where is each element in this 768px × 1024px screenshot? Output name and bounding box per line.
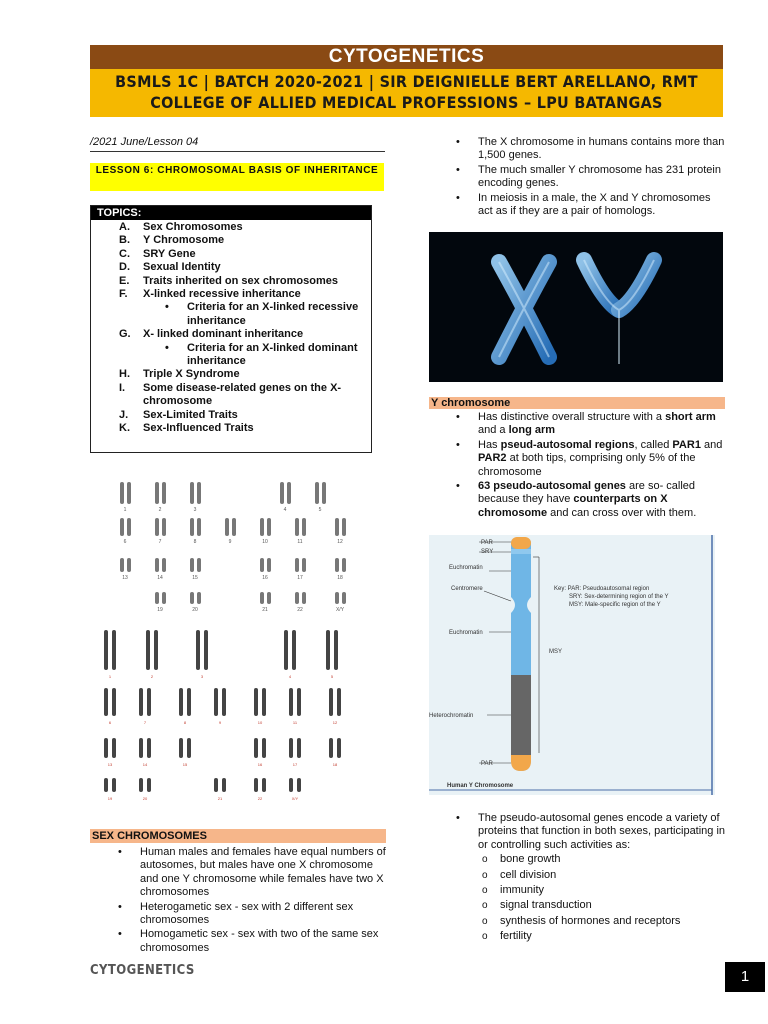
chromosome-shape	[329, 688, 333, 716]
date-rule	[90, 151, 385, 152]
header-title: CYTOGENETICS	[90, 45, 723, 69]
chromosome-shape	[260, 518, 264, 536]
topics-box	[90, 205, 372, 453]
chromosome-shape	[225, 518, 229, 536]
lesson-title: LESSON 6: CHROMOSOMAL BASIS OF INHERITANCE	[90, 163, 384, 191]
diagram-label-par-bottom: PAR	[481, 761, 493, 767]
karyotype-label: 18	[332, 762, 338, 767]
karyotype-label: 18	[337, 575, 343, 581]
chromosome-shape	[112, 778, 116, 792]
karyotype-label: 7	[143, 720, 147, 725]
karyotype-label: 12	[337, 539, 343, 545]
chromosome-shape	[162, 558, 166, 572]
chromosome-shape	[254, 778, 258, 792]
chromosome-shape	[120, 558, 124, 572]
chromosome-shape	[284, 630, 288, 670]
chromosome-shape	[197, 518, 201, 536]
chromosome-shape	[139, 738, 143, 758]
chromosome-shape	[335, 592, 339, 604]
chromosome-shape	[289, 688, 293, 716]
chromosome-shape	[127, 558, 131, 572]
chromosome-shape	[154, 630, 158, 670]
karyotype-label: 17	[292, 762, 298, 767]
karyotype-label: 14	[157, 575, 163, 581]
topic-item: E. Traits inherited on sex chromosomes	[119, 274, 339, 287]
chromosome-shape	[204, 630, 208, 670]
chromosome-shape	[139, 688, 143, 716]
topic-item: H. Triple X Syndrome	[119, 368, 240, 381]
list-item: • In meiosis in a male, the X and Y chromosomes act as if they are a pair of homologs.	[454, 192, 726, 219]
chromosome-shape	[190, 482, 194, 504]
chromosome-shape	[162, 518, 166, 536]
chromosome-shape	[222, 778, 226, 792]
chromosome-shape	[104, 630, 108, 670]
chromosome-shape	[326, 630, 330, 670]
karyotype-label: 21	[262, 607, 268, 613]
chromosome-shape	[127, 482, 131, 504]
chromosome-shape	[289, 738, 293, 758]
list-item: • Has distinctive overall structure with a short arm and a long arm	[454, 411, 724, 438]
chromosome-shape	[197, 592, 201, 604]
chromosome-shape	[187, 688, 191, 716]
karyotype-label: 8	[193, 539, 197, 545]
karyotype-label: 9	[228, 539, 232, 545]
chromosome-shape	[196, 630, 200, 670]
chromosome-shape	[260, 592, 264, 604]
topic-item: J. Sex-Limited Traits	[119, 408, 238, 421]
chromosome-shape	[187, 738, 191, 758]
chromosome-shape	[260, 558, 264, 572]
karyotype-label: 5	[330, 674, 334, 679]
chromosome-shape	[334, 630, 338, 670]
karyotype-label: 6	[108, 720, 112, 725]
chromosome-shape	[197, 482, 201, 504]
list-item: • The much smaller Y chromosome has 231 protein encoding genes.	[454, 164, 726, 191]
karyotype-label: 11	[292, 720, 298, 725]
diagram-key-line1: Key: PAR: Pseudoautosomal region	[554, 586, 650, 592]
chromosome-shape	[329, 738, 333, 758]
karyotype-label: 13	[122, 575, 128, 581]
karyotype-label: 3	[193, 507, 197, 513]
topic-item: F. X-linked recessive inheritance	[119, 288, 301, 301]
karyotype-label: 16	[262, 575, 268, 581]
karyotype-label: 20	[142, 796, 148, 801]
karyotype-figure	[90, 470, 360, 820]
karyotype-label: 20	[192, 607, 198, 613]
chromosome-shape	[104, 738, 108, 758]
diagram-label-sry: SRY	[481, 549, 494, 555]
chromosome-shape	[127, 518, 131, 536]
page-number: 1	[725, 962, 765, 992]
chromosome-shape	[295, 518, 299, 536]
karyotype-label: 21	[217, 796, 223, 801]
chromosome-shape	[147, 688, 151, 716]
y-chromosome-bullets	[454, 411, 724, 521]
chromosome-shape	[302, 558, 306, 572]
list-item: • Heterogametic sex - sex with 2 different sex chromosomes	[116, 901, 386, 928]
chromosome-shape	[155, 518, 159, 536]
diagram-key-line2: SRY: Sex-determining region of the Y	[569, 594, 669, 600]
karyotype-label: 11	[297, 539, 303, 545]
topic-item: C. SRY Gene	[119, 247, 196, 260]
chromosome-shape	[214, 688, 218, 716]
karyotype-label: 22	[297, 607, 303, 613]
chromosome-shape	[162, 482, 166, 504]
karyotype-label: 13	[107, 762, 113, 767]
header-subtitle	[90, 69, 723, 117]
chromosome-shape	[262, 778, 266, 792]
topic-item: G. X- linked dominant inheritance	[119, 328, 304, 341]
chromosome-shape	[342, 592, 346, 604]
y-chromosome-diagram	[429, 535, 715, 795]
chromosome-shape	[267, 558, 271, 572]
pseudo-autosomal-list	[454, 812, 726, 944]
header-subtitle-line1: BSMLS 1C | BATCH 2020-2021 | SIR DEIGNIELLE BERT ARELLANO, RMT	[115, 72, 698, 91]
list-item: o bone growth	[454, 853, 726, 866]
karyotype-label: 19	[107, 796, 113, 801]
karyotype-label: 15	[192, 575, 198, 581]
chromosome-shape	[112, 738, 116, 758]
list-item: o immunity	[454, 884, 726, 897]
list-item: • Has pseud-autosomal regions, called PAR1 and PAR2 at both tips, comprising only 5% of the chromosome	[454, 439, 724, 479]
chromosome-shape	[179, 688, 183, 716]
karyotype-label: 4	[288, 674, 292, 679]
chromosome-shape	[322, 482, 326, 504]
list-item: • Human males and females have equal numbers of autosomes, but males have one X chromosome and one Y chromosome while females have two X chromosomes	[116, 846, 386, 900]
chromosome-shape	[104, 688, 108, 716]
chromosome-shape	[292, 630, 296, 670]
karyotype-label: 10	[257, 720, 263, 725]
chromosome-shape	[302, 518, 306, 536]
sex-chromosomes-bullets	[116, 846, 386, 956]
chromosome-shape	[315, 482, 319, 504]
karyotype-label: 19	[157, 607, 163, 613]
chromosome-shape	[155, 592, 159, 604]
karyotype-label: 22	[257, 796, 263, 801]
karyotype-label: 6	[123, 539, 127, 545]
karyotype-label: 10	[262, 539, 268, 545]
chromosome-shape	[147, 738, 151, 758]
chromosome-shape	[335, 558, 339, 572]
diagram-key-line3: MSY: Male-specific region of the Y	[569, 602, 661, 608]
chromosome-shape	[297, 778, 301, 792]
karyotype-label: 4	[283, 507, 287, 513]
chromosome-shape	[104, 778, 108, 792]
chromosome-shape	[147, 778, 151, 792]
topic-item: K. Sex-Influenced Traits	[119, 422, 254, 435]
chromosome-shape	[254, 738, 258, 758]
chromosome-shape	[280, 482, 284, 504]
chromosome-shape	[155, 558, 159, 572]
chromosome-shape	[302, 592, 306, 604]
chromosome-shape	[267, 518, 271, 536]
sex-chromosomes-heading: SEX CHROMOSOMES	[90, 829, 386, 843]
chromosome-shape	[337, 688, 341, 716]
chromosome-shape	[190, 558, 194, 572]
pseudo-autosomal-section	[454, 812, 726, 946]
header-subtitle-line2: COLLEGE OF ALLIED MEDICAL PROFESSIONS – LPU BATANGAS	[150, 93, 663, 112]
chromosome-shape	[162, 592, 166, 604]
chromosome-shape	[262, 688, 266, 716]
date-line: /2021 June/Lesson 04	[90, 136, 199, 148]
document-header	[90, 45, 723, 115]
karyotype-label: 5	[318, 507, 322, 513]
list-item: o cell division	[454, 869, 726, 882]
karyotype-label: 1	[123, 507, 127, 513]
list-item: • The X chromosome in humans contains more than 1,500 genes.	[454, 136, 726, 163]
chromosome-shape	[342, 558, 346, 572]
list-item: o fertility	[454, 930, 726, 943]
chromosome-shape	[335, 518, 339, 536]
chromosome-shape	[262, 738, 266, 758]
list-item: o signal transduction	[454, 899, 726, 912]
diagram-label-centromere: Centromere	[451, 586, 483, 592]
chromosome-shape	[112, 630, 116, 670]
chromosome-shape	[155, 482, 159, 504]
chromosome-shape	[297, 738, 301, 758]
chromosome-shape	[337, 738, 341, 758]
chromosome-shape	[289, 778, 293, 792]
xy-chromosomes-image	[429, 232, 723, 382]
diagram-label-euchromatin: Euchromatin	[449, 565, 483, 571]
chromosome-shape	[222, 688, 226, 716]
karyotype-label: 16	[257, 762, 263, 767]
chromosome-shape	[190, 518, 194, 536]
topic-item: • Criteria for an X-linked dominant inheritance	[165, 341, 358, 368]
karyotype-label: 15	[182, 762, 188, 767]
topic-item: B. Y Chromosome	[119, 234, 225, 247]
karyotype-label: 12	[332, 720, 338, 725]
karyotype-label: 1	[108, 674, 112, 679]
chromosome-shape	[287, 482, 291, 504]
karyotype-label: 9	[218, 720, 222, 725]
chromosome-shape	[342, 518, 346, 536]
chromosome-shape	[146, 630, 150, 670]
diagram-caption: Human Y Chromosome	[447, 783, 514, 789]
list-item: • The pseudo-autosomal genes encode a variety of proteins that function in both sexes, participating in or controlling such activities as:	[454, 812, 726, 852]
karyotype-label: 2	[150, 674, 154, 679]
topics-list	[91, 220, 371, 436]
chromosome-shape	[214, 778, 218, 792]
karyotype-chromosomes	[104, 482, 346, 801]
chromosome-shape	[120, 482, 124, 504]
topic-item: A. Sex Chromosomes	[119, 221, 243, 233]
chromosome-shape	[232, 518, 236, 536]
chromosome-shape	[190, 592, 194, 604]
karyotype-label: 14	[142, 762, 148, 767]
diagram-label-heterochromatin: Heterochromatin	[429, 713, 474, 719]
chromosome-shape	[295, 592, 299, 604]
chromosome-shape	[295, 558, 299, 572]
karyotype-label: 7	[158, 539, 162, 545]
topic-item: D. Sexual Identity	[119, 261, 221, 274]
chromosome-shape	[139, 778, 143, 792]
list-item: • 63 pseudo-autosomal genes are so- called because they have counterparts on X chromosome and can cross over with them.	[454, 480, 724, 520]
karyotype-label: X/Y	[291, 796, 299, 801]
chromosome-shape	[297, 688, 301, 716]
list-item: • Homogametic sex - sex with two of the same sex chromosomes	[116, 928, 386, 955]
chromosome-shape	[254, 688, 258, 716]
karyotype-label: 8	[183, 720, 187, 725]
karyotype-label: 3	[200, 674, 204, 679]
karyotype-label: 2	[158, 507, 162, 513]
footer-label: CYTOGENETICS	[90, 963, 195, 978]
karyotype-label: X/Y	[335, 607, 345, 613]
topic-item: • Criteria for an X-linked recessive inheritance	[165, 301, 359, 327]
x-y-facts-bullets	[454, 136, 726, 219]
chromosome-shape	[179, 738, 183, 758]
chromosome-shape	[120, 518, 124, 536]
diagram-label-msy: MSY	[549, 649, 563, 655]
karyotype-label: 17	[297, 575, 303, 581]
y-chromosome-heading: Y chromosome	[429, 397, 725, 409]
topics-heading: TOPICS:	[91, 206, 371, 220]
diagram-label-par: PAR	[481, 540, 493, 546]
diagram-label-euchromatin-lower: Euchromatin	[449, 630, 483, 636]
chromosome-shape	[267, 592, 271, 604]
chromosome-shape	[197, 558, 201, 572]
topic-item: I. Some disease-related genes on the X-chromosome	[119, 381, 342, 408]
chromosome-shape	[112, 688, 116, 716]
list-item: o synthesis of hormones and receptors	[454, 915, 726, 928]
